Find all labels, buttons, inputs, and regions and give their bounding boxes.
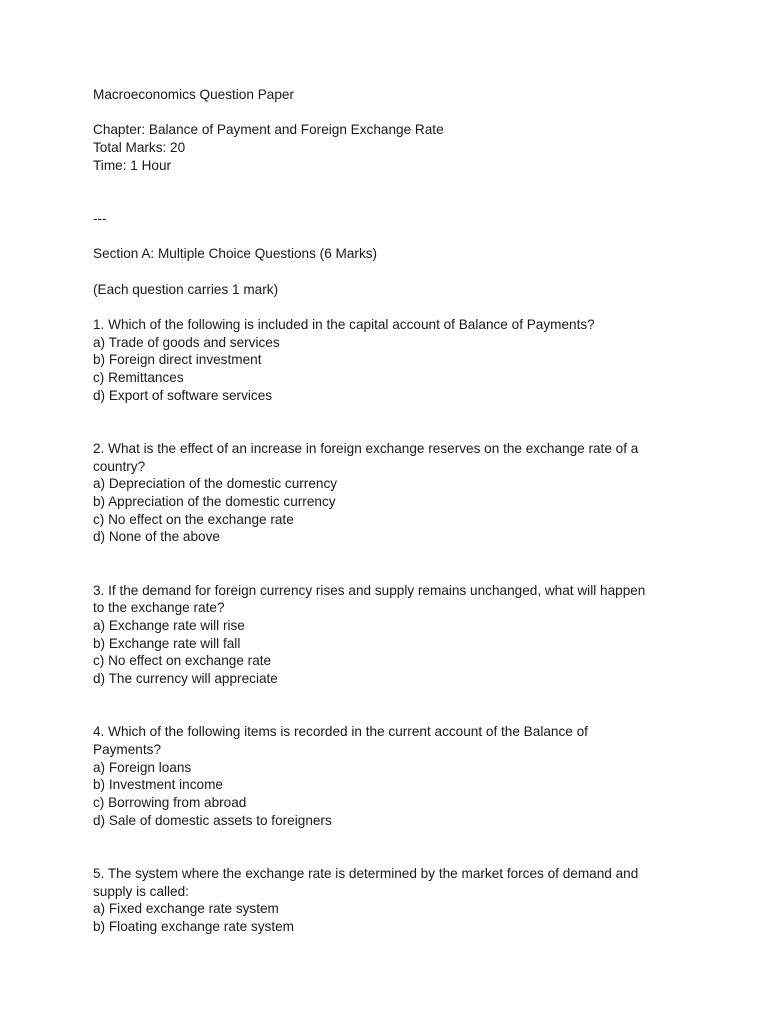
option-a: a) Exchange rate will rise	[93, 617, 245, 633]
question-options	[93, 617, 693, 688]
question-text-line-2: supply is called:	[93, 883, 189, 899]
question-text-line-1: 2. What is the effect of an increase in foreign exchange reserves on the exchange rate of a	[93, 440, 639, 456]
option-a: a) Foreign loans	[93, 759, 192, 775]
option-d: d) The currency will appreciate	[93, 671, 278, 687]
question-4	[93, 723, 693, 829]
spacer	[93, 546, 693, 581]
question-1	[93, 316, 693, 405]
option-d: d) Export of software services	[93, 387, 273, 403]
option-b: b) Appreciation of the domestic currency	[93, 494, 336, 510]
question-options	[93, 334, 693, 405]
section-a-title: Section A: Multiple Choice Questions (6 Marks)	[93, 246, 378, 262]
question-3	[93, 582, 693, 688]
spacer	[93, 688, 693, 723]
option-b: b) Floating exchange rate system	[93, 918, 294, 934]
spacer	[93, 263, 693, 281]
question-text-line-2: Payments?	[93, 741, 162, 757]
option-a: a) Fixed exchange rate system	[93, 901, 279, 917]
question-text-line-2: country?	[93, 458, 146, 474]
spacer	[93, 405, 693, 440]
option-a: a) Depreciation of the domestic currency	[93, 476, 338, 492]
option-b: b) Exchange rate will fall	[93, 635, 241, 651]
option-d: d) Sale of domestic assets to foreigners	[93, 812, 332, 828]
time-line: Time: 1 Hour	[93, 157, 172, 173]
question-text-line-2: to the exchange rate?	[93, 600, 225, 616]
spacer	[93, 829, 693, 864]
spacer	[93, 104, 693, 122]
option-c: c) No effect on exchange rate	[93, 653, 272, 669]
question-text-line-1: 3. If the demand for foreign currency rises and supply remains unchanged, what will happen	[93, 582, 646, 598]
question-options	[93, 475, 693, 546]
option-d: d) None of the above	[93, 529, 220, 545]
option-a: a) Trade of goods and services	[93, 334, 280, 350]
question-text-line-1: 4. Which of the following items is recorded in the current account of the Balance of	[93, 724, 588, 740]
separator: ---	[93, 210, 107, 226]
spacer	[93, 228, 693, 246]
question-options	[93, 759, 693, 830]
option-c: c) Borrowing from abroad	[93, 795, 247, 810]
option-c: c) Remittances	[93, 370, 184, 386]
question-5	[93, 865, 693, 936]
option-c: c) No effect on the exchange rate	[93, 511, 294, 527]
option-b: b) Investment income	[93, 777, 223, 793]
paper-title: Macroeconomics Question Paper	[93, 87, 294, 102]
question-text-line-1: 5. The system where the exchange rate is determined by the market forces of demand and	[93, 865, 639, 881]
total-marks-line: Total Marks: 20	[93, 140, 186, 156]
chapter-line: Chapter: Balance of Payment and Foreign Exchange Rate	[93, 122, 444, 138]
spacer	[93, 175, 693, 210]
option-b: b) Foreign direct investment	[93, 352, 262, 368]
question-2	[93, 440, 693, 546]
spacer	[93, 298, 693, 316]
question-text: 1. Which of the following is included in the capital account of Balance of Payments?	[93, 317, 595, 333]
question-options	[93, 900, 693, 935]
document-page	[93, 86, 693, 936]
section-a-note: (Each question carries 1 mark)	[93, 281, 279, 297]
